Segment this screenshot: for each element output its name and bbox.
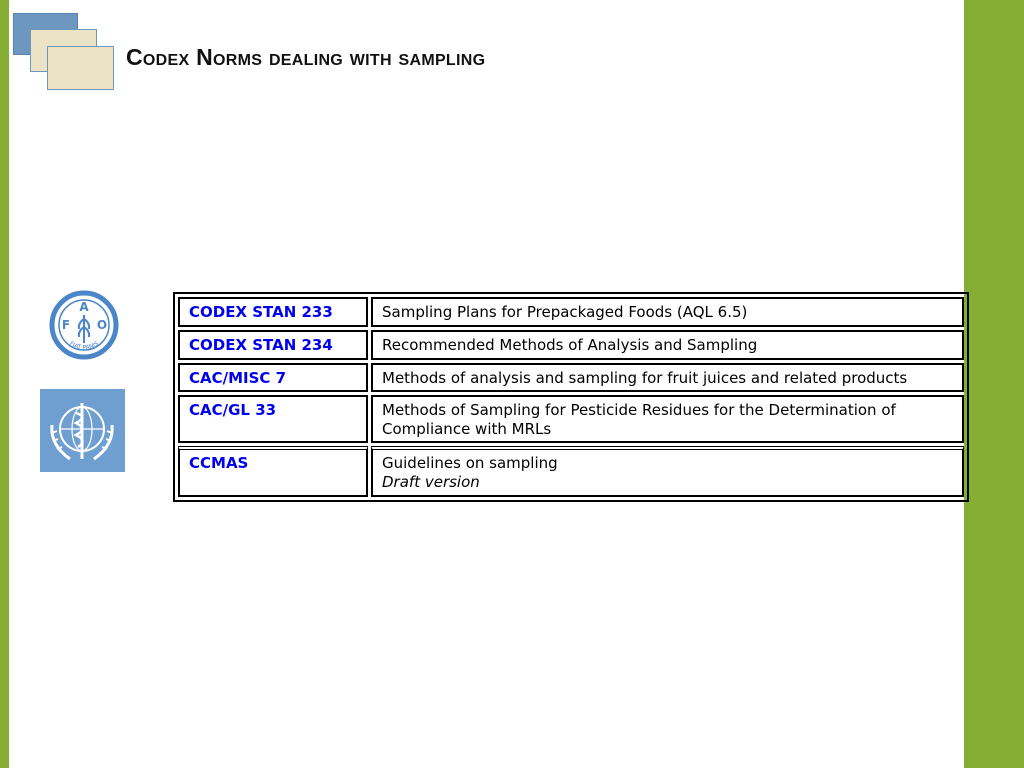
- svg-text:A: A: [79, 300, 89, 314]
- table-row: [178, 363, 964, 392]
- right-accent-bar: [964, 0, 1024, 768]
- norm-code: CCMAS: [178, 446, 368, 497]
- deco-square-beige-front: [47, 46, 114, 90]
- fao-emblem-icon: [48, 289, 120, 361]
- norm-code: CODEX STAN 233: [178, 297, 368, 327]
- norm-description: Methods of analysis and sampling for fruit juices and related products: [371, 363, 964, 392]
- who-emblem-icon: [40, 389, 125, 472]
- norm-code: CAC/GL 33: [178, 395, 368, 443]
- svg-text:F: F: [61, 318, 71, 332]
- table-row: [178, 297, 964, 327]
- table-row: [178, 330, 964, 360]
- norm-description: Recommended Methods of Analysis and Sampling: [371, 330, 964, 360]
- norm-note: Draft version: [382, 473, 480, 491]
- norm-code: CAC/MISC 7: [178, 363, 368, 392]
- slide-title: Codex Norms dealing with sampling: [126, 44, 486, 70]
- norm-description: Sampling Plans for Prepackaged Foods (AQL 6.5): [371, 297, 964, 327]
- table-row: [178, 446, 964, 497]
- codex-norms-table: [173, 292, 969, 502]
- norm-description: [371, 446, 964, 497]
- left-accent-bar: [0, 0, 9, 768]
- norm-code: CODEX STAN 234: [178, 330, 368, 360]
- table-row: [178, 395, 964, 443]
- svg-text:O: O: [96, 318, 108, 332]
- norm-description-text: Guidelines on sampling: [382, 454, 558, 472]
- svg-text:FIAT PANIS: FIAT PANIS: [67, 340, 100, 352]
- norm-description: Methods of Sampling for Pesticide Residues for the Determination of Compliance with MRLs: [371, 395, 964, 443]
